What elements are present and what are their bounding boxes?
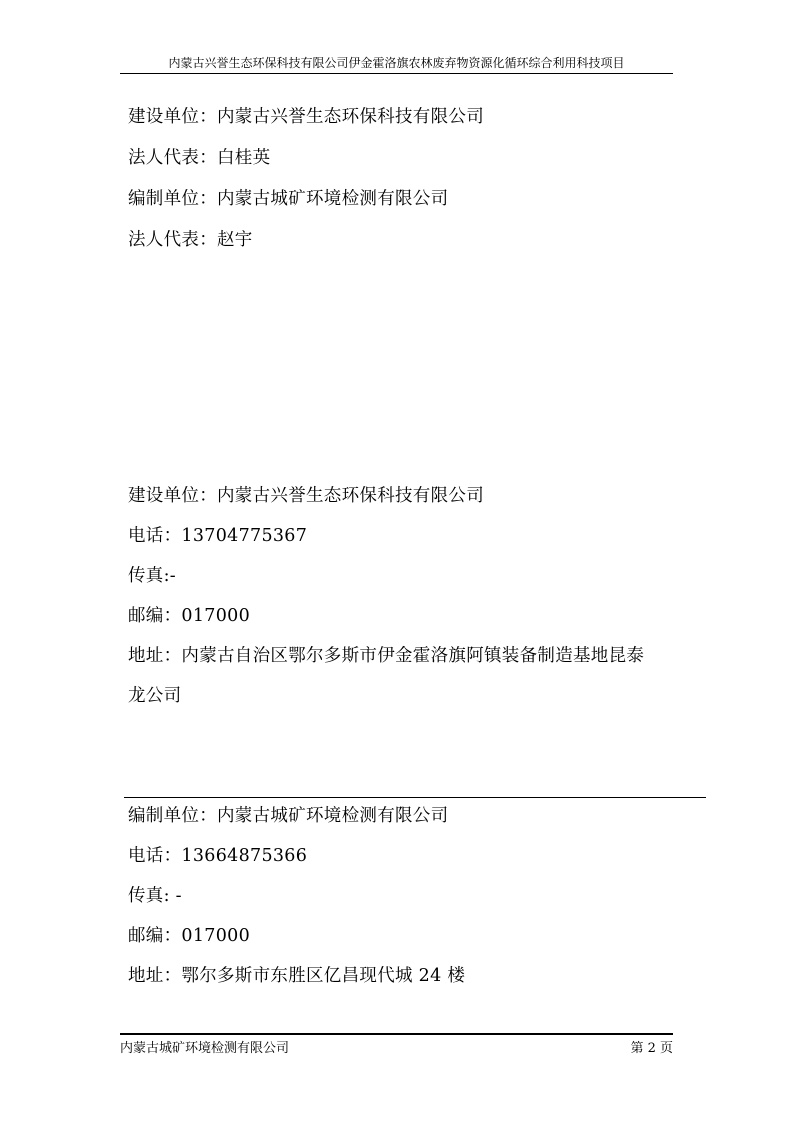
footer-divider xyxy=(120,1033,673,1035)
page-number: 第 2 页 xyxy=(630,1041,673,1056)
construction-postcode: 邮编：017000 xyxy=(128,606,251,626)
compiling-unit-contact: 编制单位：内蒙古城矿环境检测有限公司 xyxy=(128,806,449,826)
construction-unit-contact: 建设单位：内蒙古兴誉生态环保科技有限公司 xyxy=(128,486,484,506)
compiling-postcode: 邮编：017000 xyxy=(128,926,251,946)
legal-representative-2: 法人代表：赵宇 xyxy=(128,230,253,250)
compiling-fax: 传真: - xyxy=(128,886,182,906)
compiling-phone: 电话：13664875366 xyxy=(128,846,308,866)
construction-unit-text: 建设单位：内蒙古兴誉生态环保科技有限公司 xyxy=(128,107,484,127)
construction-fax: 传真:- xyxy=(128,566,177,586)
page-header-title: 内蒙古兴誉生态环保科技有限公司伊金霍洛旗农林废弃物资源化循环综合利用科技项目 xyxy=(168,56,625,70)
compiling-unit-text: 编制单位：内蒙古城矿环境检测有限公司 xyxy=(128,189,449,209)
construction-phone: 电话：13704775367 xyxy=(128,526,308,546)
construction-address-line1: 地址：内蒙古自治区鄂尔多斯市伊金霍洛旗阿镇装备制造基地昆泰 xyxy=(128,646,645,666)
legal-representative-1: 法人代表：白桂英 xyxy=(128,148,271,168)
header-divider xyxy=(120,73,673,74)
compiling-address: 地址：鄂尔多斯市东胜区亿昌现代城 24 楼 xyxy=(128,966,466,986)
footer-company: 内蒙古城矿环境检测有限公司 xyxy=(120,1041,290,1056)
construction-address-line2: 龙公司 xyxy=(128,686,182,706)
section-divider xyxy=(124,797,706,798)
